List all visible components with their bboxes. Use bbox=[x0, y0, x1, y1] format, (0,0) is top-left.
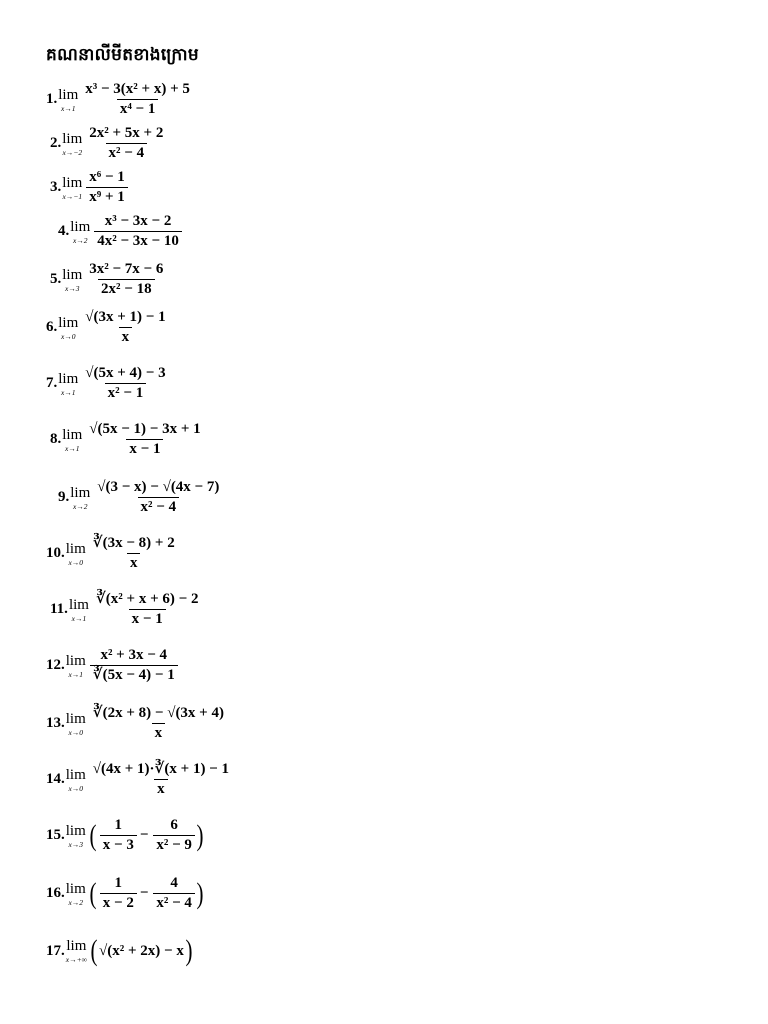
numerator: √(3 − x) − √(4x − 7) bbox=[97, 479, 220, 495]
denominator: x² − 4 bbox=[153, 893, 195, 912]
denominator: x − 1 bbox=[126, 439, 163, 458]
fraction bbox=[90, 706, 227, 742]
lim-word: lim bbox=[65, 652, 86, 669]
problem-number: 1. bbox=[46, 91, 58, 108]
problem-number: 12. bbox=[46, 657, 65, 674]
fraction bbox=[86, 170, 128, 206]
problem-number: 5. bbox=[50, 271, 62, 288]
right-parenthesis: ) bbox=[196, 876, 204, 910]
lim-word: lim bbox=[70, 484, 91, 501]
limit-operator bbox=[58, 88, 78, 113]
numerator: x² + 3x − 4 bbox=[100, 647, 168, 663]
limit-operator bbox=[66, 542, 86, 567]
fraction bbox=[86, 262, 166, 298]
limit-operator bbox=[70, 220, 90, 245]
problem-4 bbox=[58, 214, 182, 250]
lim-word: lim bbox=[65, 540, 86, 557]
limit-approach: x→−1 bbox=[62, 191, 83, 201]
minus-operator: − bbox=[139, 827, 149, 844]
problem-10 bbox=[46, 536, 178, 572]
minus-operator: − bbox=[139, 885, 149, 902]
denominator: x² − 1 bbox=[105, 383, 147, 402]
problem-number: 11. bbox=[50, 601, 68, 618]
problem-number: 14. bbox=[46, 771, 65, 788]
numerator: √(5x + 4) − 3 bbox=[85, 365, 166, 381]
limit-operator bbox=[62, 428, 82, 453]
limit-operator bbox=[66, 882, 86, 907]
limit-approach: x→1 bbox=[60, 387, 76, 397]
problem-7 bbox=[46, 366, 169, 402]
limit-operator bbox=[66, 712, 86, 737]
numerator: ∛(2x + 8) − √(3x + 4) bbox=[92, 705, 224, 721]
limit-operator bbox=[66, 939, 87, 964]
denominator: x − 1 bbox=[129, 609, 166, 628]
denominator: x² − 9 bbox=[153, 835, 195, 854]
lim-word: lim bbox=[62, 426, 83, 443]
problem-11 bbox=[50, 592, 201, 628]
limit-approach: x→0 bbox=[60, 331, 76, 341]
numerator: 4 bbox=[170, 875, 178, 891]
denominator: x⁹ + 1 bbox=[86, 187, 128, 206]
problem-8 bbox=[50, 422, 204, 458]
limit-operator bbox=[66, 768, 86, 793]
fraction bbox=[90, 648, 178, 684]
problem-number: 16. bbox=[46, 885, 65, 902]
numerator: x⁶ − 1 bbox=[89, 169, 125, 185]
denominator: x bbox=[119, 327, 133, 346]
fraction-term-1 bbox=[100, 876, 137, 912]
fraction bbox=[82, 310, 168, 346]
numerator: √(4x + 1)·∛(x + 1) − 1 bbox=[92, 761, 229, 777]
left-parenthesis: ( bbox=[89, 818, 97, 852]
numerator: 1 bbox=[114, 875, 123, 891]
lim-word: lim bbox=[62, 174, 83, 191]
limit-operator bbox=[58, 316, 78, 341]
lim-word: lim bbox=[58, 86, 79, 103]
problem-3 bbox=[50, 170, 128, 206]
lim-word: lim bbox=[68, 596, 89, 613]
limit-approach: x→1 bbox=[68, 669, 84, 679]
fraction bbox=[94, 480, 222, 516]
numerator: ∛(x² + x + 6) − 2 bbox=[95, 591, 199, 607]
numerator: √(5x − 1) − 3x + 1 bbox=[89, 421, 201, 437]
problem-number: 10. bbox=[46, 545, 65, 562]
limit-approach: x→1 bbox=[64, 443, 80, 453]
limit-approach: x→0 bbox=[68, 557, 84, 567]
limit-operator bbox=[62, 176, 82, 201]
limit-approach: x→0 bbox=[68, 783, 84, 793]
limit-expression: √(x² + 2x) − x bbox=[99, 942, 184, 959]
problem-number: 3. bbox=[50, 179, 62, 196]
lim-word: lim bbox=[65, 822, 86, 839]
denominator: ∛(5x − 4) − 1 bbox=[90, 665, 178, 684]
numerator: 6 bbox=[170, 817, 178, 833]
numerator: 2x² + 5x + 2 bbox=[89, 125, 164, 141]
problem-14 bbox=[46, 762, 232, 798]
denominator: x bbox=[154, 779, 168, 798]
problem-number: 7. bbox=[46, 375, 58, 392]
problem-13 bbox=[46, 706, 227, 742]
lim-word: lim bbox=[65, 766, 86, 783]
fraction bbox=[86, 422, 203, 458]
problem-15 bbox=[46, 818, 205, 854]
problem-number: 6. bbox=[46, 319, 58, 336]
lim-word: lim bbox=[66, 937, 87, 954]
problem-1 bbox=[46, 82, 193, 118]
denominator: 4x² − 3x − 10 bbox=[94, 231, 182, 250]
limit-approach: x→−2 bbox=[62, 147, 83, 157]
fraction bbox=[94, 214, 182, 250]
fraction-term-2 bbox=[153, 876, 195, 912]
lim-word: lim bbox=[62, 130, 83, 147]
problem-12 bbox=[46, 648, 178, 684]
limit-approach: x→2 bbox=[68, 897, 84, 907]
problem-number: 2. bbox=[50, 135, 62, 152]
limit-approach: x→1 bbox=[71, 613, 87, 623]
limit-approach: x→2 bbox=[72, 235, 88, 245]
limit-approach: x→0 bbox=[68, 727, 84, 737]
denominator: x − 2 bbox=[100, 893, 137, 912]
problem-number: 8. bbox=[50, 431, 62, 448]
problem-number: 4. bbox=[58, 223, 70, 240]
numerator: 1 bbox=[114, 817, 123, 833]
numerator: x³ − 3(x² + x) + 5 bbox=[85, 81, 190, 97]
limit-operator bbox=[66, 824, 86, 849]
problem-16 bbox=[46, 876, 205, 912]
problem-number: 9. bbox=[58, 489, 70, 506]
limit-operator bbox=[66, 654, 86, 679]
fraction bbox=[82, 82, 193, 118]
limit-operator bbox=[70, 486, 90, 511]
denominator: x² − 4 bbox=[106, 143, 148, 162]
limit-approach: x→1 bbox=[60, 103, 76, 113]
limit-operator bbox=[58, 372, 78, 397]
right-parenthesis: ) bbox=[185, 934, 193, 967]
fraction bbox=[90, 762, 232, 798]
denominator: x bbox=[127, 553, 141, 572]
lim-word: lim bbox=[65, 710, 86, 727]
right-parenthesis: ) bbox=[196, 818, 204, 852]
numerator: x³ − 3x − 2 bbox=[104, 213, 172, 229]
fraction bbox=[93, 592, 202, 628]
lim-word: lim bbox=[65, 880, 86, 897]
problem-6 bbox=[46, 310, 169, 346]
left-parenthesis: ( bbox=[89, 876, 97, 910]
problem-9 bbox=[58, 480, 222, 516]
problem-5 bbox=[50, 262, 166, 298]
denominator: x⁴ − 1 bbox=[117, 99, 159, 118]
fraction bbox=[90, 536, 178, 572]
lim-word: lim bbox=[70, 218, 91, 235]
fraction bbox=[86, 126, 166, 162]
limit-approach: x→+∞ bbox=[65, 954, 87, 964]
problem-17 bbox=[46, 936, 194, 966]
problem-number: 15. bbox=[46, 827, 65, 844]
fraction bbox=[82, 366, 168, 402]
problem-number: 17. bbox=[46, 942, 65, 959]
limit-approach: x→3 bbox=[64, 283, 80, 293]
numerator: √(3x + 1) − 1 bbox=[85, 309, 166, 325]
fraction-term-2 bbox=[153, 818, 195, 854]
lim-word: lim bbox=[58, 370, 79, 387]
limit-approach: x→3 bbox=[68, 839, 84, 849]
limit-operator bbox=[69, 598, 89, 623]
fraction-term-1 bbox=[100, 818, 137, 854]
limit-approach: x→2 bbox=[72, 501, 88, 511]
denominator: x² − 4 bbox=[138, 497, 180, 516]
numerator: ∛(3x − 8) + 2 bbox=[92, 535, 175, 551]
left-parenthesis: ( bbox=[90, 934, 98, 967]
denominator: 2x² − 18 bbox=[98, 279, 155, 298]
problem-number: 13. bbox=[46, 715, 65, 732]
problem-2 bbox=[50, 126, 166, 162]
limit-operator bbox=[62, 132, 82, 157]
limit-operator bbox=[62, 268, 82, 293]
numerator: 3x² − 7x − 6 bbox=[89, 261, 164, 277]
lim-word: lim bbox=[58, 314, 79, 331]
lim-word: lim bbox=[62, 266, 83, 283]
denominator: x bbox=[152, 723, 166, 742]
denominator: x − 3 bbox=[100, 835, 137, 854]
page-title: គណនាលីមីតខាងក្រោម bbox=[46, 45, 199, 65]
